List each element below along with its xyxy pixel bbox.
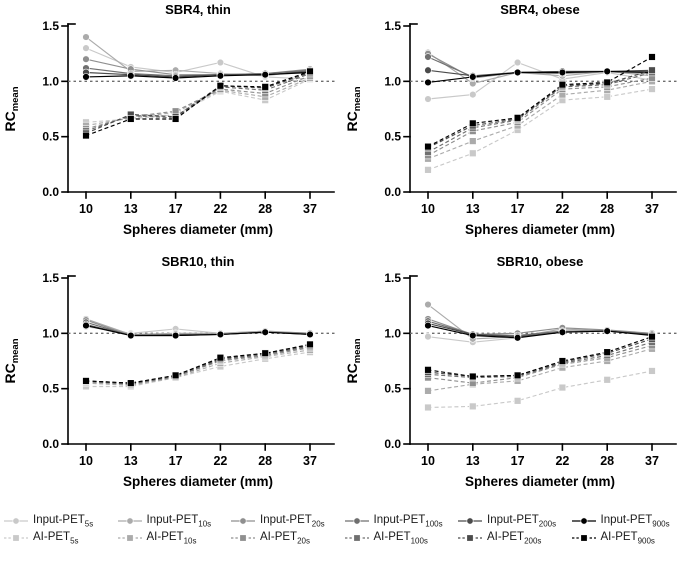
y-tick-label: 0.0: [384, 437, 401, 451]
chart-svg: [0, 0, 342, 252]
legend-label: $AI-PET_{200s}$: [487, 531, 542, 546]
legend-item-input-pet-200s: [458, 514, 570, 528]
x-axis-label: Spheres diameter (mm): [122, 474, 274, 489]
legend-item-input-pet-5s: [4, 514, 116, 528]
legend-item-ai-pet-10s: [118, 531, 230, 545]
x-axis-label: Spheres diameter (mm): [464, 222, 616, 237]
circle-marker-icon: [572, 515, 596, 527]
legend-label: Input-$PET_{5s}$: [33, 514, 94, 529]
chart-svg: [0, 252, 342, 504]
axes: [404, 276, 676, 450]
y-tick-label: 0.5: [384, 381, 401, 396]
y-tick-label: 0.5: [42, 381, 59, 396]
legend-item-ai-pet-100s: [345, 531, 457, 545]
y-tick-label: 0.5: [42, 129, 59, 144]
x-tick-label: 10: [421, 454, 435, 468]
series-ai-pet-100s: [425, 69, 656, 155]
y-tick-label: 1.5: [384, 271, 401, 285]
x-tick-label: 17: [510, 202, 525, 216]
legend-label: $AI-PET_{10s}$: [146, 531, 197, 546]
y-axis-label: RCmean: [2, 338, 21, 384]
chart-panel-sbr4-thin: [0, 0, 342, 252]
series-ai-pet-900s: [83, 341, 314, 387]
panel-title: SBR4, obese: [500, 2, 580, 17]
x-tick-label: 13: [465, 454, 480, 468]
x-tick-label: 10: [79, 202, 93, 216]
legend-item-ai-pet-900s: [572, 531, 684, 545]
y-tick-label: 1.5: [42, 271, 59, 285]
y-tick-label: 1.0: [42, 74, 59, 89]
series-input-pet-100s: [425, 54, 656, 81]
series-ai-pet-200s: [425, 335, 656, 379]
chart-panel-sbr10-obese: [342, 252, 685, 504]
panel-title: SBR4, thin: [165, 2, 231, 17]
x-tick-label: 37: [303, 454, 317, 468]
figure-legend: [0, 504, 685, 550]
series-ai-pet-5s: [425, 86, 656, 174]
y-tick-label: 1.5: [384, 19, 401, 33]
legend-item-input-pet-900s: [572, 514, 684, 528]
y-tick-label: 1.0: [42, 326, 59, 341]
y-tick-label: 1.0: [384, 74, 401, 89]
legend-item-ai-pet-200s: [458, 531, 570, 545]
x-tick-label: 13: [123, 454, 138, 468]
x-tick-label: 10: [421, 202, 435, 216]
legend-label: $AI-PET_{20s}$: [260, 531, 310, 546]
legend-label: Input-$PET_{100s}$: [373, 514, 443, 529]
x-tick-label: 37: [303, 202, 317, 216]
x-tick-label: 22: [213, 454, 228, 468]
legend-item-ai-pet-5s: [4, 531, 116, 545]
series-input-pet-20s: [425, 50, 656, 81]
series-ai-pet-10s: [425, 78, 656, 162]
y-tick-label: 0.0: [42, 437, 59, 451]
x-tick-label: 22: [555, 202, 570, 216]
y-tick-label: 1.0: [384, 326, 401, 341]
x-tick-label: 17: [168, 202, 183, 216]
x-tick-label: 28: [600, 454, 615, 468]
square-marker-icon: [572, 532, 596, 544]
panel-title: SBR10, obese: [496, 254, 584, 269]
circle-marker-icon: [345, 515, 369, 527]
panel-title: SBR10, thin: [161, 254, 235, 269]
square-marker-icon: [4, 532, 28, 544]
legend-item-input-pet-10s: [118, 514, 230, 528]
x-tick-label: 37: [645, 202, 659, 216]
legend-label: $AI-PET_{100s}$: [373, 531, 428, 546]
legend-label: Input-$PET_{20s}$: [260, 514, 325, 529]
circle-marker-icon: [458, 515, 482, 527]
axes: [404, 24, 676, 198]
x-tick-label: 37: [645, 454, 659, 468]
y-tick-label: 0.0: [384, 185, 401, 199]
x-axis-label: Spheres diameter (mm): [122, 222, 274, 237]
legend-item-ai-pet-20s: [231, 531, 343, 545]
legend-label: Input-$PET_{200s}$: [487, 514, 557, 529]
circle-marker-icon: [231, 515, 255, 527]
chart-panel-sbr4-obese: [342, 0, 685, 252]
chart-panel-sbr10-thin: [0, 252, 342, 504]
x-tick-label: 22: [555, 454, 570, 468]
legend-item-input-pet-20s: [231, 514, 343, 528]
series-ai-pet-20s: [425, 342, 656, 386]
series-ai-pet-100s: [83, 343, 314, 387]
y-axis-label: RCmean: [344, 338, 363, 384]
series-input-pet-100s: [83, 319, 314, 339]
square-marker-icon: [345, 532, 369, 544]
x-tick-label: 28: [258, 454, 273, 468]
legend-label: $AI-PET_{5s}$: [33, 531, 79, 546]
x-tick-label: 17: [168, 454, 183, 468]
square-marker-icon: [458, 532, 482, 544]
series-input-pet-20s: [83, 317, 314, 339]
series-ai-pet-200s: [83, 342, 314, 386]
chart-svg: [342, 0, 684, 252]
y-axis-label: RCmean: [344, 86, 363, 132]
legend-label: Input-$PET_{900s}$: [600, 514, 670, 529]
x-tick-label: 28: [258, 202, 273, 216]
x-tick-label: 13: [123, 202, 138, 216]
legend-label: $AI-PET_{900s}$: [600, 531, 655, 546]
y-tick-label: 1.5: [42, 19, 59, 33]
circle-marker-icon: [118, 515, 142, 527]
legend-label: Input-$PET_{10s}$: [146, 514, 212, 529]
series-input-pet-10s: [425, 301, 656, 342]
x-tick-label: 28: [600, 202, 615, 216]
square-marker-icon: [231, 532, 255, 544]
y-axis-label: RCmean: [2, 86, 21, 132]
square-marker-icon: [118, 532, 142, 544]
y-tick-label: 0.0: [42, 185, 59, 199]
y-tick-label: 0.5: [384, 129, 401, 144]
circle-marker-icon: [4, 515, 28, 527]
axes: [62, 276, 334, 450]
x-tick-label: 22: [213, 202, 228, 216]
x-tick-label: 13: [465, 202, 480, 216]
x-tick-label: 10: [79, 454, 93, 468]
x-tick-label: 17: [510, 454, 525, 468]
x-axis-label: Spheres diameter (mm): [464, 474, 616, 489]
chart-svg: [342, 252, 684, 504]
legend-item-input-pet-100s: [345, 514, 457, 528]
